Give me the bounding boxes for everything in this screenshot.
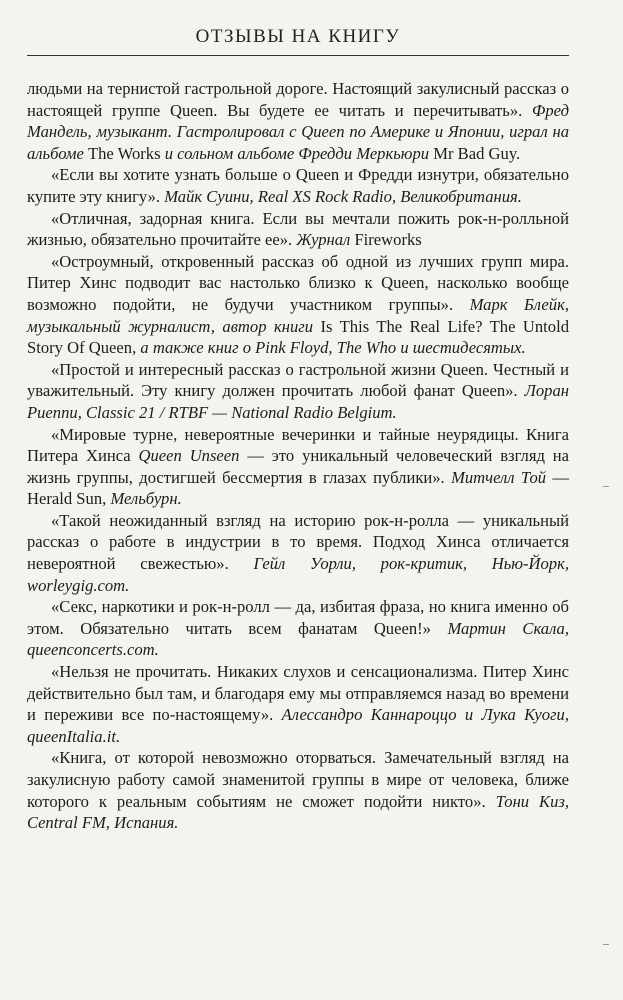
review-attribution: Мартин Скала, queenconcerts.com. <box>27 618 569 660</box>
reviews-text <box>27 78 569 834</box>
margin-mark <box>603 944 609 945</box>
review-title: The Works <box>88 143 161 163</box>
review-quote: людьми на тернистой гастрольной дороге. Настоящий закулисный рассказ о настоящей группе Queen. Вы будете ее читать и перечитывать». <box>27 79 569 120</box>
review-title: Is This The Real Life? The Untold Story Of Queen, <box>27 316 569 358</box>
review-paragraph <box>27 510 569 596</box>
review-quote: «Остроумный, откровенный рассказ об одной из лучших групп мира. Питер Хинс подводит вас настолько близко к Queen, насколько вообще возможно подойти, не будучи участником группы». <box>27 251 569 314</box>
review-attribution: Марк Блейк, музыкальный журналист, автор книги <box>27 294 569 336</box>
review-paragraph <box>27 596 569 661</box>
review-attribution: Мельбурн. <box>110 489 182 509</box>
review-paragraph <box>27 661 569 747</box>
review-paragraph <box>27 78 569 164</box>
review-paragraph <box>27 251 569 359</box>
header-rule <box>27 55 569 56</box>
review-title: Mr Bad Guy. <box>433 143 521 163</box>
review-attribution: Тони Киз, Central FM, Испания. <box>27 791 569 833</box>
margin-mark <box>603 486 609 487</box>
review-attribution: Гейл Уорли, рок-критик, Нью-Йорк, worleygig.com. <box>27 554 569 595</box>
review-quote: «Если вы хотите узнать больше о Queen и Фредди изнутри, обязательно купите эту книгу». <box>27 165 569 206</box>
review-paragraph <box>27 424 569 510</box>
review-title: Fireworks <box>354 230 422 250</box>
review-attribution: Митчелл Той <box>451 467 547 487</box>
review-paragraph <box>27 208 569 251</box>
review-paragraph <box>27 164 569 207</box>
review-book-title: Queen Unseen <box>138 446 240 466</box>
page-header-title: ОТЗЫВЫ НА КНИГУ <box>195 26 401 47</box>
review-attribution: а также книг о Pink Floyd, The Who и шестидесятых. <box>140 338 526 358</box>
review-attribution: и сольном альбоме Фредди Меркьюри <box>164 143 430 163</box>
review-quote: «Простой и интересный рассказ о гастрольной жизни Queen. Честный и уважительный. Эту книгу должен прочитать любой фанат Queen». <box>27 359 569 401</box>
review-quote: «Отличная, задорная книга. Если вы мечтали пожить рок-н-ролльной жизнью, обязательно прочитайте ее». <box>27 208 569 250</box>
review-quote: «Такой неожиданный взгляд на историю рок-н-ролла — уникальный рассказ о работе в индустрии в то время. Подход Хинса отличается невероятной свежестью». <box>27 510 569 574</box>
review-quote: «Нельзя не прочитать. Никаких слухов и сенсационализма. Питер Хинс действительно был там, и благодаря ему мы отправляемся назад во времени и переживи все по-настоящему». <box>27 662 569 725</box>
review-attribution: Алессандро Каннароццо и Лука Куоги, queenItalia.it. <box>27 705 569 746</box>
review-attribution: Фред Мандель, музыкант. Гастролировал с Queen по Америке и Японии, играл на альбоме <box>27 100 569 163</box>
review-quote: «Секс, наркотики и рок-н-ролл — да, избитая фраза, но книга именно об этом. Обязательно читать всем фанатам Queen!» <box>27 597 569 638</box>
review-quote: «Книга, от которой невозможно оторваться. Замечательный взгляд на закулисную работу самой знаменитой группы в мире от человека, ближе которого к реальным событиям не сможет подойти никто». <box>27 748 569 811</box>
review-attribution: Лоран Риеппи, Classic 21 / RTBF — National Radio Belgium. <box>27 381 569 422</box>
review-paragraph <box>27 747 569 833</box>
review-attribution: Журнал <box>296 230 351 250</box>
review-source: — Herald Sun, <box>27 467 569 509</box>
review-quote-cont: — это уникальный человеческий взгляд на жизнь группы, достигшей бессмертия в глазах публики». <box>27 446 570 487</box>
review-paragraph <box>27 359 569 424</box>
review-quote: «Мировые турне, невероятные вечеринки и тайные неурядицы. Книга Питера Хинса <box>27 424 569 466</box>
review-attribution: Майк Суини, Real XS Rock Radio, Великобритания. <box>164 186 522 206</box>
